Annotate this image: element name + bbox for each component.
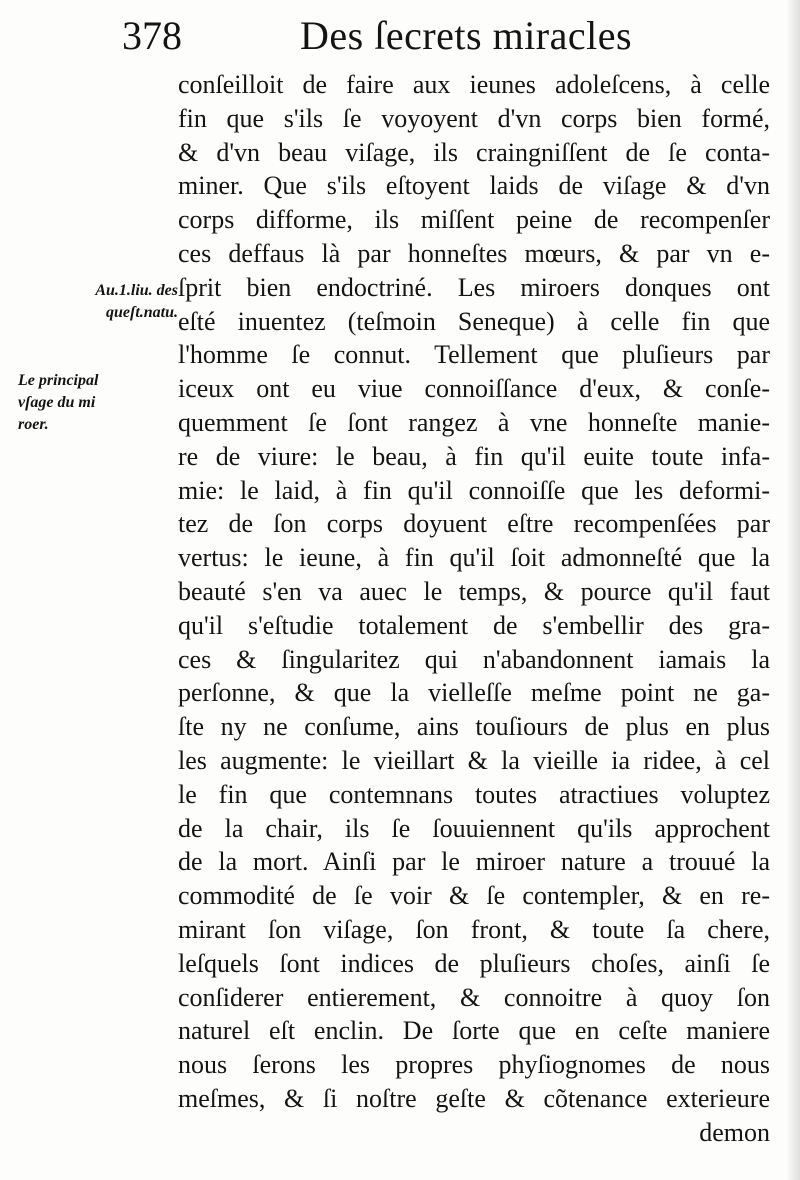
margin-note-line: vſage du mi (18, 394, 96, 411)
body-text (178, 68, 770, 1150)
text-line: de la mort. Ainſi par le miroer nature a trouué la (178, 847, 770, 877)
page-edge-shadow (786, 0, 800, 1180)
text-line: miner. Que s'ils eſtoyent laids de viſage & d'vn (178, 171, 770, 201)
catchword: demon (699, 1117, 770, 1147)
text-line: iceux ont eu viue connoiſſance d'eux, & conſe- (178, 374, 770, 404)
margin-note-line: queſt.natu. (105, 304, 178, 321)
text-line: & d'vn beau viſage, ils craingniſſent de ſe conta- (178, 137, 770, 167)
text-line: ces deffaus là par honneſtes mœurs, & par vn e- (178, 238, 770, 268)
text-line: ces & ſingularitez qui n'abandonnent iamais la (178, 644, 770, 674)
text-line: leſquels ſont indices de pluſieurs choſes, ainſi ſe (178, 948, 770, 978)
text-line: re de viure: le beau, à fin qu'il euite toute infa- (178, 441, 770, 471)
text-line: eſté inuentez (teſmoin Seneque) à celle fin que (178, 306, 770, 336)
text-line: les augmente: le vieillart & la vieille ia ridee, à cel (178, 745, 770, 775)
text-line: de la chair, ils ſe ſouuiennent qu'ils approchent (178, 813, 770, 843)
text-line: vertus: le ieune, à fin qu'il ſoit admonneſté que la (178, 543, 770, 573)
text-line: nous ſerons les propres phyſiognomes de nous (178, 1050, 770, 1080)
text-line: le fin que contemnans toutes atractiues voluptez (178, 779, 770, 809)
margin-note-reference (10, 280, 178, 324)
margin-note-line: Au.1.liu. des (95, 282, 178, 299)
text-line: commodité de ſe voir & ſe contempler, & en re- (178, 881, 770, 911)
page-header (122, 8, 762, 68)
text-line: tez de ſon corps doyuent eſtre recompenſées par (178, 509, 770, 539)
running-title: Des ſecrets miracles (300, 13, 633, 58)
text-line: ſte ny ne conſume, ains touſiours de plus en plus (178, 712, 770, 742)
text-line: conſeilloit de faire aux ieunes adoleſcens, à celle (178, 70, 770, 99)
text-line: naturel eſt enclin. De ſorte que en ceſte maniere (178, 1016, 770, 1046)
text-line: beauté s'en va auec le temps, & pource qu'il faut (178, 576, 770, 606)
margin-note-line: roer. (18, 416, 49, 433)
text-line: mie: le laid, à fin qu'il connoiſſe que les deformi- (178, 475, 770, 505)
margin-note-line: Le principal (18, 372, 99, 389)
text-line: meſmes, & ſi noſtre geſte & cõtenance exterieure (178, 1083, 770, 1113)
text-line: perſonne, & que la vielleſſe meſme point ne ga- (178, 678, 770, 708)
text-line: fin que s'ils ſe voyoyent d'vn corps bien formé, (178, 103, 770, 133)
text-line: ſprit bien endoctriné. Les miroers donques ont (178, 272, 770, 302)
text-line: quemment ſe ſont rangez à vne honneſte manie- (178, 407, 770, 437)
text-line: mirant ſon viſage, ſon front, & toute ſa chere, (178, 914, 770, 944)
text-line: conſiderer entierement, & connoitre à quoy ſon (178, 982, 770, 1012)
page-number: 378 (122, 13, 182, 58)
text-line: qu'il s'eſtudie totalement de s'embellir des gra- (178, 610, 770, 640)
text-line: corps difforme, ils miſſent peine de recompenſer (178, 205, 770, 235)
text-line: l'homme ſe connut. Tellement que pluſieurs par (178, 340, 770, 370)
margin-note-principal-use (18, 370, 186, 436)
